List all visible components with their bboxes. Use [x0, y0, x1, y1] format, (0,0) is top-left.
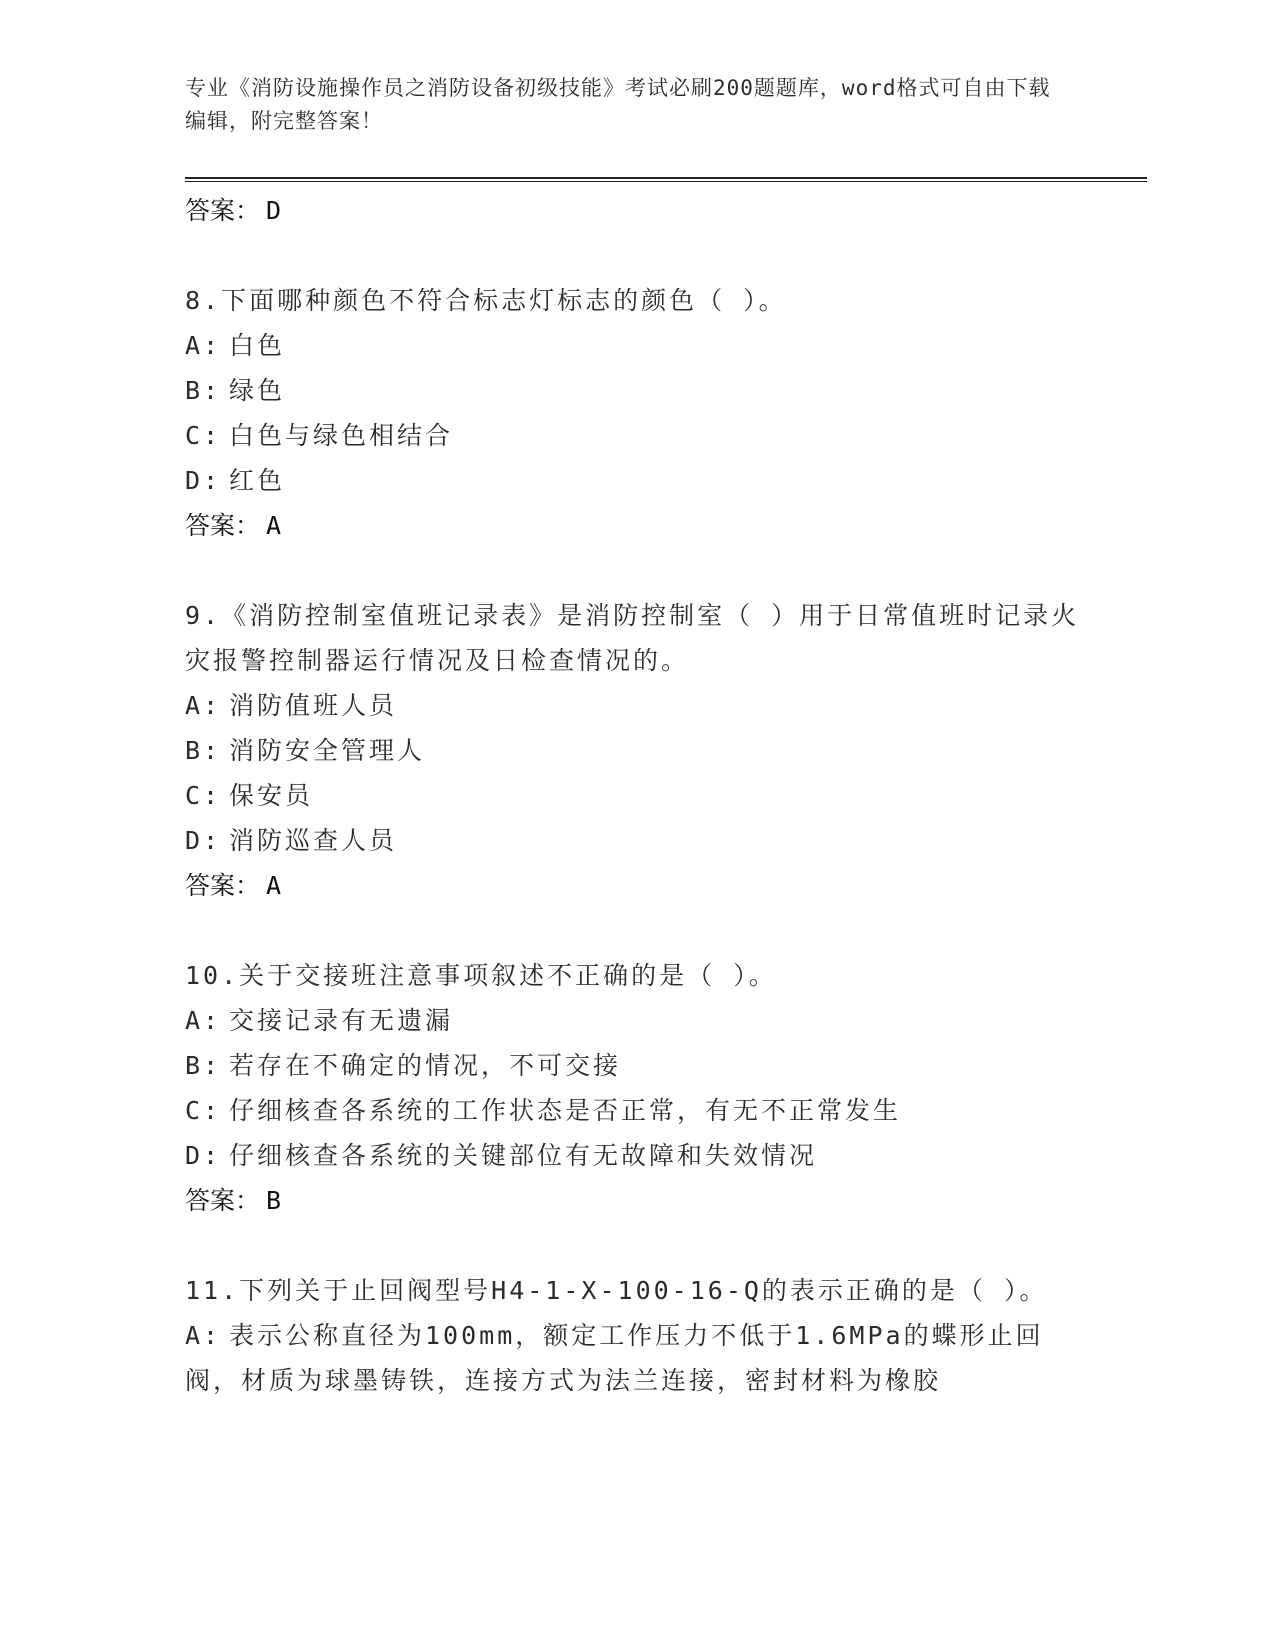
option-key: A:	[185, 691, 222, 720]
option-b	[185, 1043, 1085, 1088]
answer-line	[185, 1178, 1085, 1223]
option-c	[185, 1088, 1085, 1133]
answer-label: 答案：	[185, 511, 261, 540]
option-key: D:	[185, 466, 222, 495]
answer-label: 答案：	[185, 871, 261, 900]
answer-value: B	[266, 1186, 282, 1215]
option-key: A:	[185, 331, 222, 360]
option-key: B:	[185, 376, 222, 405]
option-a	[185, 998, 1085, 1043]
question-item	[185, 278, 1085, 548]
option-key: C:	[185, 1096, 222, 1125]
question-item	[185, 953, 1085, 1223]
answer-label: 答案：	[185, 1186, 261, 1215]
option-text: 仔细核查各系统的关键部位有无故障和失效情况	[229, 1141, 818, 1170]
option-key: D:	[185, 1141, 222, 1170]
option-text: 白色	[229, 331, 286, 360]
question-text: 11.下列关于止回阀型号H4-1-X-100-16-Q的表示正确的是（ ）。	[185, 1276, 1048, 1305]
question-text: 8.下面哪种颜色不符合标志灯标志的颜色（ ）。	[185, 286, 787, 315]
option-d	[185, 818, 1085, 863]
option-text: 红色	[229, 466, 286, 495]
answer-line	[185, 863, 1085, 908]
option-d	[185, 458, 1085, 503]
header-divider	[185, 177, 1147, 182]
question-item	[185, 593, 1085, 908]
question-list	[185, 188, 1085, 1403]
option-text: 若存在不确定的情况，不可交接	[229, 1051, 622, 1080]
question-text: 9.《消防控制室值班记录表》是消防控制室（ ）用于日常值班时记录火灾报警控制器运行情况及日检查情况的。	[185, 601, 1080, 675]
answer-label: 答案：	[185, 196, 261, 225]
option-text: 仔细核查各系统的工作状态是否正常，有无不正常发生	[229, 1096, 902, 1125]
option-d	[185, 1133, 1085, 1178]
answer-value: A	[266, 871, 282, 900]
option-text: 白色与绿色相结合	[229, 421, 454, 450]
option-a	[185, 323, 1085, 368]
option-text: 消防安全管理人	[229, 736, 426, 765]
option-c	[185, 773, 1085, 818]
option-key: C:	[185, 421, 222, 450]
option-key: A:	[185, 1006, 222, 1035]
answer-line	[185, 503, 1085, 548]
option-text: 绿色	[229, 376, 286, 405]
option-text: 保安员	[229, 781, 314, 810]
option-text: 交接记录有无遗漏	[229, 1006, 454, 1035]
option-text: 消防值班人员	[229, 691, 398, 720]
option-c	[185, 413, 1085, 458]
option-b	[185, 728, 1085, 773]
option-key: D:	[185, 826, 222, 855]
option-text: 消防巡查人员	[229, 826, 398, 855]
option-b	[185, 368, 1085, 413]
question-text: 10.关于交接班注意事项叙述不正确的是（ ）。	[185, 961, 777, 990]
option-text: 表示公称直径为100mm，额定工作压力不低于1.6MPa的蝶形止回阀，材质为球墨铸铁，连接方式为法兰连接，密封材料为橡胶	[185, 1321, 1044, 1395]
header-note: 专业《消防设施操作员之消防设备初级技能》考试必刷200题题库，word格式可自由下载编辑，附完整答案！	[185, 76, 1051, 133]
answer-value: A	[266, 511, 282, 540]
answer-line	[185, 188, 1085, 233]
option-key: B:	[185, 736, 222, 765]
option-key: A:	[185, 1321, 222, 1350]
option-key: C:	[185, 781, 222, 810]
question-item	[185, 1268, 1085, 1403]
option-a	[185, 683, 1085, 728]
option-a	[185, 1313, 1085, 1403]
answer-value: D	[266, 196, 282, 225]
option-key: B:	[185, 1051, 222, 1080]
